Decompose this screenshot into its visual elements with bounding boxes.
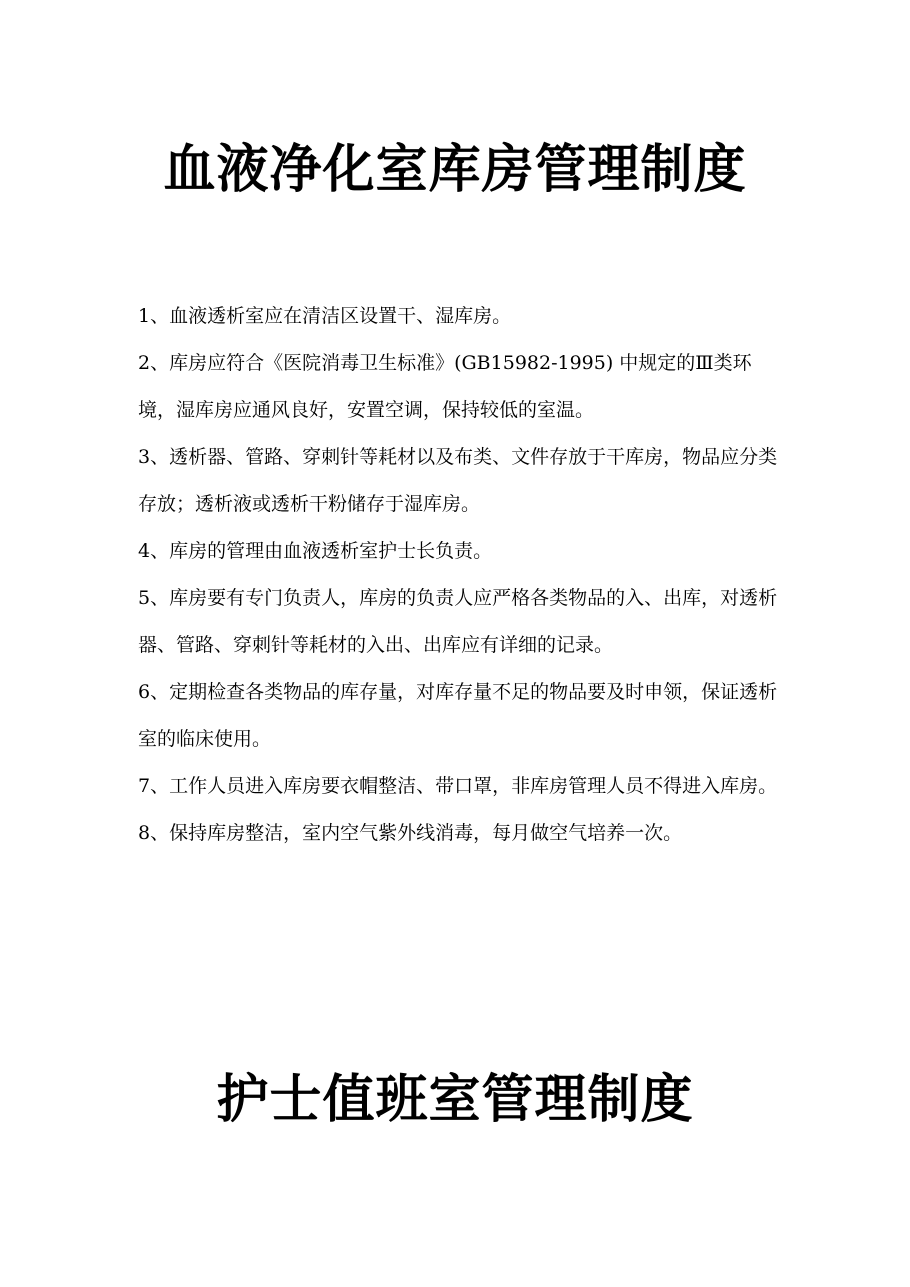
rule-item-6: 6、定期检查各类物品的库存量，对库存量不足的物品要及时申领，保证透析室的临床使用。: [138, 681, 778, 750]
rule-item-5: 5、库房要有专门负责人，库房的负责人应严格各类物品的入、出库，对透析器、管路、穿刺针等耗材的入出、出库应有详细的记录。: [138, 587, 778, 656]
rule-item-4: 4、库房的管理由血液透析室护士长负责。: [138, 540, 493, 562]
rule-item-7: 7、工作人员进入库房要衣帽整洁、带口罩，非库房管理人员不得进入库房。: [138, 775, 778, 797]
rule-item-3: 3、透析器、管路、穿刺针等耗材以及布类、文件存放于干库房，物品应分类存放；透析液或透析干粉储存于湿库房。: [138, 446, 778, 515]
section-title-storage-room: 血液净化室库房管理制度: [163, 140, 747, 200]
rule-item-1: 1、血液透析室应在清洁区设置干、湿库房。: [138, 305, 512, 327]
rule-item-8: 8、保持库房整洁，室内空气紫外线消毒，每月做空气培养一次。: [138, 822, 683, 844]
section-title-duty-room: 护士值班室管理制度: [216, 1070, 694, 1130]
rules-list: [138, 293, 778, 857]
rule-item-2: 2、库房应符合《医院消毒卫生标准》(GB15982-1995) 中规定的Ⅲ类环境，湿库房应通风良好，安置空调，保持较低的室温。: [138, 352, 752, 421]
